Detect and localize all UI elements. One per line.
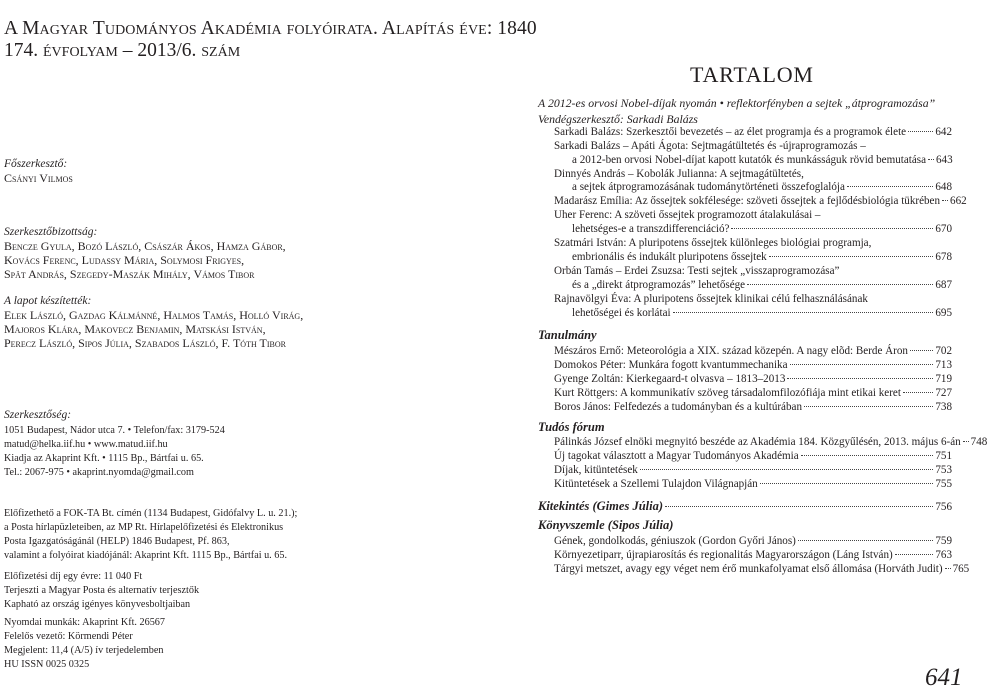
toc-entry-title: Tárgyi metszet, avagy egy véget nem érő munkafolyamat első állomása (Horváth Judit) — [554, 563, 943, 575]
toc-entry[interactable]: Rajnavölgyi Éva: A pluripotens őssejtek klinikai célú felhasználásának — [554, 293, 868, 305]
prepared-label: A lapot készítették: — [4, 295, 92, 307]
subscription-line: Előfizethető a FOK-TA Bt. címén (1134 Budapest, Gidófalvy L. u. 21.); — [4, 508, 298, 519]
toc-entry-title: Boros János: Felfedezés a tudományban és a kultúrában — [554, 401, 803, 413]
toc-entry[interactable] — [554, 359, 952, 372]
subscription-line: valamint a folyóirat kiadójánál: Akaprint Kft. 1115 Bp., Bártfai u. 65. — [4, 550, 288, 561]
toc-entry-title: Kurt Röttgers: A kommunikatív szöveg társadalomfilozófiája mint etikai keret — [554, 387, 901, 399]
toc-page-number: 763 — [935, 549, 952, 561]
toc-page-number: 751 — [935, 450, 952, 462]
section-heading-konyvszemle: Könyvszemle (Sipos Júlia) — [538, 518, 674, 532]
toc-entry-title: Mészáros Ernő: Meteorológia a XIX. század közepén. A nagy elõd: Berde Áron — [554, 345, 908, 357]
toc-page-number: 670 — [935, 223, 952, 235]
print-line: Megjelent: 11,4 (A/5) ív terjedelemben — [4, 645, 164, 656]
toc-page-number: 642 — [935, 126, 952, 138]
toc-page-number: 719 — [935, 373, 952, 385]
subscription-line: a Posta hírlapüzleteiben, az MP Rt. Hírlapelőfizetési és Elektronikus — [4, 522, 284, 533]
toc-page-number: 648 — [935, 181, 952, 193]
toc-page-number: 662 — [950, 195, 967, 207]
toc-page-number: 748 — [970, 436, 987, 448]
toc-entry[interactable] — [572, 307, 952, 320]
toc-entry-title: Gyenge Zoltán: Kierkegaard-t olvasva – 1813–2013 — [554, 373, 786, 385]
toc-entry[interactable] — [572, 223, 952, 236]
toc-entry[interactable]: Dinnyés András – Kobolák Julianna: A sejtmagátültetés, — [554, 168, 804, 180]
toc-entry[interactable]: Szatmári István: A pluripotens őssejtek különleges biológiai programja, — [554, 237, 872, 249]
toc-entry[interactable] — [572, 251, 952, 264]
toc-page-number: 687 — [935, 279, 952, 291]
prepared-line: Majoros Klára, Makovecz Benjamin, Matskási István, — [4, 322, 266, 336]
section-heading-kitekintes: Kitekintés (Gimes Júlia) — [538, 499, 663, 513]
toc-entry[interactable] — [554, 436, 987, 449]
toc-page-number: 702 — [935, 345, 952, 357]
toc-entry-title: Domokos Péter: Munkára fogott kvantummechanika — [554, 359, 788, 371]
print-line: HU ISSN 0025 0325 — [4, 659, 90, 670]
toc-entry[interactable] — [572, 279, 952, 292]
section-heading-forum: Tudós fórum — [538, 420, 605, 434]
toc-entry-kitekintes[interactable] — [538, 500, 952, 514]
toc-page-number: 765 — [952, 563, 970, 575]
prepared-line: Elek László, Gazdag Kálmánné, Halmos Tamás, Holló Virág, — [4, 308, 304, 322]
theme-title: A 2012-es orvosi Nobel-díjak nyomán • reflektorfényben a sejtek „átprogramozása” — [538, 96, 936, 110]
toc-page-number: 643 — [936, 154, 953, 166]
toc-entry[interactable] — [554, 450, 952, 463]
toc-entry-title: lehetőségei és korlátai — [572, 307, 671, 319]
board-line: Kovács Ferenc, Ludassy Mária, Solymosi Frigyes, — [4, 253, 245, 267]
toc-entry[interactable] — [554, 387, 952, 400]
toc-page-number: 756 — [935, 501, 952, 513]
subscription-line: Posta Igazgatóságánál (HELP) 1846 Budapest, Pf. 863, — [4, 536, 230, 547]
toc-entry[interactable] — [554, 535, 952, 548]
toc-entry[interactable]: Orbán Tamás – Erdei Zsuzsa: Testi sejtek „visszaprogramozása” — [554, 265, 840, 277]
toc-entry[interactable] — [554, 126, 952, 139]
toc-page-number: 727 — [935, 387, 952, 399]
toc-entry-title: Díjak, kitüntetések — [554, 464, 638, 476]
toc-page-number: 738 — [935, 401, 952, 413]
toc-entry[interactable] — [554, 195, 967, 208]
toc-entry-title: Kitüntetések a Szellemi Tulajdon Világnapján — [554, 478, 758, 490]
toc-entry-title: lehetséges-e a transzdifferenciáció? — [572, 223, 730, 235]
office-line: Tel.: 2067-975 • akaprint.nyomda@gmail.com — [4, 467, 194, 478]
editor-in-chief-label: Főszerkesztő: — [4, 158, 68, 170]
toc-entry[interactable]: Sarkadi Balázs – Apáti Ágota: Sejtmagátültetés és -újraprogramozás – — [554, 140, 866, 152]
price-line: Kapható az ország igényes könyvesboltjaiban — [4, 599, 191, 610]
toc-entry[interactable] — [554, 563, 970, 576]
toc-entry-title: és a „direkt átprogramozás” lehetősége — [572, 279, 746, 291]
editor-in-chief-name: Csányi Vilmos — [4, 171, 73, 185]
board-line: Spät András, Szegedy-Maszák Mihály, Vámos Tibor — [4, 267, 255, 281]
board-line: Bencze Gyula, Bozó László, Császár Ákos, Hamza Gábor, — [4, 239, 286, 253]
print-line: Nyomdai munkák: Akaprint Kft. 26567 — [4, 617, 165, 628]
toc-entry[interactable] — [554, 401, 952, 414]
print-line: Felelős vezető: Körmendi Péter — [4, 631, 133, 642]
toc-page-number: 678 — [935, 251, 952, 263]
toc-entry-title: Gének, gondolkodás, géniuszok (Gordon Győri János) — [554, 535, 796, 547]
toc-entry-title: Sarkadi Balázs: Szerkesztői bevezetés – az élet programja és a programok élete — [554, 126, 907, 138]
office-line: Kiadja az Akaprint Kft. • 1115 Bp., Bártfai u. 65. — [4, 453, 204, 464]
toc-entry[interactable] — [554, 345, 952, 358]
toc-page-number: 753 — [935, 464, 952, 476]
toc-entry-title: Környezetiparr, újrapiarosítás és regionalitás Magyarországon (Láng István) — [554, 549, 893, 561]
toc-page-number: 713 — [935, 359, 952, 371]
prepared-line: Perecz László, Sipos Júlia, Szabados László, F. Tóth Tibor — [4, 336, 286, 350]
toc-entry-title: embrionális és indukált pluripotens őssejtek — [572, 251, 767, 263]
guest-editor: Vendégszerkesztő: Sarkadi Balázs — [538, 112, 698, 126]
page-number: 641 — [925, 664, 963, 691]
toc-page-number: 695 — [935, 307, 952, 319]
toc-entry[interactable] — [554, 464, 952, 477]
journal-header-line1: A Magyar Tudományos Akadémia folyóirata. Alapítás éve: 1840 — [4, 18, 537, 39]
office-label: Szerkesztőség: — [4, 409, 72, 421]
toc-entry[interactable] — [572, 181, 952, 194]
office-line: matud@helka.iif.hu • www.matud.iif.hu — [4, 439, 168, 450]
journal-header-line2: 174. évfolyam – 2013/6. szám — [4, 40, 241, 61]
toc-entry-title: a 2012-ben orvosi Nobel-díjat kapott kutatók és munkásságuk rövid bemutatása — [572, 154, 926, 166]
toc-entry-title: a sejtek átprogramozásának tudománytörténeti összefoglalója — [572, 181, 845, 193]
toc-title: TARTALOM — [690, 62, 814, 87]
toc-entry[interactable]: Uher Ferenc: A szöveti őssejtek programozott átalakulásai – — [554, 209, 821, 221]
toc-entry-title: Pálinkás József elnöki megnyitó beszéde az Akadémia 184. Közgyűlésén, 2013. május 6-án — [554, 436, 961, 448]
toc-entry[interactable] — [554, 373, 952, 386]
price-line: Előfizetési díj egy évre: 11 040 Ft — [4, 571, 143, 582]
toc-page-number: 759 — [935, 535, 952, 547]
toc-entry[interactable] — [572, 154, 952, 167]
price-line: Terjeszti a Magyar Posta és alternatív terjesztők — [4, 585, 200, 596]
toc-page-number: 755 — [935, 478, 952, 490]
board-label: Szerkesztőbizottság: — [4, 226, 98, 238]
toc-entry[interactable] — [554, 549, 952, 562]
toc-entry[interactable] — [554, 478, 952, 491]
section-heading-tanulmany: Tanulmány — [538, 328, 597, 342]
toc-entry-title: Új tagokat választott a Magyar Tudományos Akadémia — [554, 450, 799, 462]
toc-entry-title: Madarász Emília: Az őssejtek sokfélesége: szöveti őssejtek a fejlődésbiológia tükrében — [554, 195, 941, 207]
office-line: 1051 Budapest, Nádor utca 7. • Telefon/fax: 3179-524 — [4, 425, 225, 436]
